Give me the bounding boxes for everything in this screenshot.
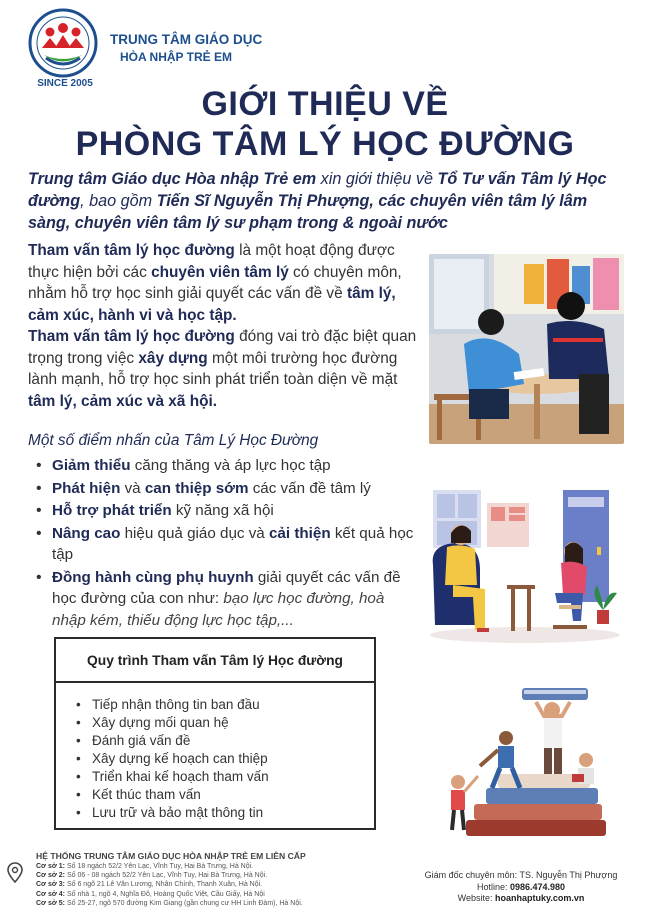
branch-label: Cơ sở 3:: [36, 881, 66, 889]
emphasis-text: tâm lý, cảm xúc và xã hội.: [28, 392, 218, 410]
location-pin-icon: [6, 862, 24, 884]
process-step: • Lưu trữ và bảo mật thông tin: [92, 804, 374, 822]
highlights-list: [52, 455, 420, 632]
emphasis-text: xây dựng: [138, 349, 208, 367]
intro-text: , bao gồm: [80, 192, 157, 210]
list-item: [52, 478, 420, 500]
definition-paragraph: [28, 240, 418, 326]
body-text: đóng vai trò đặc biệt quan trọng trong việc: [28, 328, 417, 367]
body-text: kết quả học tập: [52, 524, 414, 563]
branch-address: Số 25-27, ngõ 570 đường Kim Giang (gần chung cư HH Linh Đàm), Hà Nội.: [65, 899, 303, 907]
logo-name-line2: HÒA NHẬP TRẺ EM: [120, 50, 233, 64]
hotline-number[interactable]: 0986.474.980: [507, 881, 566, 892]
emphasis-text: Giảm thiểu: [52, 457, 131, 474]
director-line: Giám đốc chuyên môn: TS. Nguyễn Thị Phượng: [424, 870, 618, 880]
branch-item: [36, 871, 396, 880]
branch-item: [36, 890, 396, 899]
emphasis-text: Tham vấn tâm lý học đường: [28, 328, 235, 345]
website-link[interactable]: hoanhaptuky.com.vn: [492, 893, 585, 903]
branch-list: [36, 862, 396, 908]
process-step: • Triển khai kế hoạch tham vấn: [92, 768, 374, 786]
process-steps: [56, 683, 374, 822]
emphasis-text: Tham vấn tâm lý học đường: [28, 242, 235, 259]
branch-item: [36, 899, 396, 908]
list-item: [52, 523, 420, 566]
body-text: căng thăng và áp lực học tập: [130, 457, 331, 474]
body-text: có chuyên môn, nhằm hỗ trợ học sinh giải quyết các vấn đề về: [28, 263, 402, 302]
intro-members: Tiến Sĩ Nguyễn Thị Phượng, các chuyên viên tâm lý lâm sàng, chuyên viên tâm lý sư phạm trong & ngoài nước: [28, 192, 588, 232]
body-text: hiệu quả giáo dục và: [120, 524, 269, 542]
title-line2: PHÒNG TÂM LÝ HỌC ĐƯỜNG: [75, 125, 575, 163]
process-box: [54, 637, 376, 830]
process-step: • Tiếp nhận thông tin ban đầu: [92, 696, 374, 714]
intro-team-name: Tổ Tư vấn Tâm lý Học đường: [28, 170, 607, 210]
body-text: kỹ năng xã hội: [171, 502, 274, 519]
branch-address: Số 6 ngõ 21 Lê Văn Lương, Nhân Chính, Thanh Xuân, Hà Nội.: [65, 881, 263, 889]
intro-paragraph: [28, 168, 628, 234]
body-text: là một hoạt động được thực hiện bởi các: [28, 242, 395, 281]
emphasis-text: cải thiện: [268, 524, 331, 542]
list-item: [52, 500, 420, 522]
hotline-line: [410, 882, 632, 894]
footer-heading: HỆ THỐNG TRUNG TÂM GIÁO DỤC HÒA NHẬP TRẺ EM LIÊN CẤP: [36, 851, 306, 861]
branch-item: [36, 880, 396, 889]
body-text: giải quyết các vấn đề học đường của con như:: [52, 568, 401, 607]
page-title: [0, 84, 650, 164]
body-text: và: [120, 479, 145, 497]
process-heading: Quy trình Tham vấn Tâm lý Học đường: [56, 639, 374, 683]
emphasis-text: tâm lý, cảm xúc, hành vi và học tập.: [28, 285, 396, 324]
body-text: các vấn đề tâm lý: [248, 479, 371, 497]
list-item: [52, 567, 420, 632]
process-step: • Xây dựng mối quan hệ: [92, 714, 374, 732]
emphasis-text: Hỗ trợ phát triển: [52, 502, 172, 519]
branch-address: Số 06 - 08 ngách 52/2 Yên Lạc, Vĩnh Tuy, Hai Bà Trưng, Hà Nội.: [65, 872, 268, 880]
website-line: [410, 893, 632, 905]
branch-item: [36, 862, 396, 871]
importance-paragraph: [28, 326, 418, 412]
logo-name-line1: TRUNG TÂM GIÁO DỤC: [110, 32, 263, 47]
emphasis-text: Đồng hành cùng phụ huynh: [52, 568, 254, 586]
emphasis-text: Phát hiện: [52, 479, 121, 497]
title-line1: GIỚI THIỆU VỀ: [201, 85, 449, 123]
emphasis-text: Nâng cao: [52, 524, 121, 542]
logo-since: SINCE 2005: [37, 78, 93, 89]
highlights-heading: Một số điểm nhấn của Tâm Lý Học Đường: [28, 432, 319, 449]
intro-text: xin giới thiệu về: [316, 170, 438, 188]
intro-center-name: Trung tâm Giáo dục Hòa nhập Trẻ em: [28, 170, 317, 188]
branch-address: Số nhà 1, ngõ 4, Nghĩa Đô, Hoàng Quốc Việt, Cầu Giấy, Hà Nội: [65, 890, 265, 898]
emphasis-text: can thiệp sớm: [144, 479, 249, 497]
branch-label: Cơ sở 1:: [36, 863, 66, 870]
counseling-photo: [429, 254, 624, 444]
process-step: • Kết thúc tham vấn: [92, 786, 374, 804]
hotline-label: Hotline:: [476, 881, 508, 892]
process-step: • Xây dựng kế hoạch can thiệp: [92, 750, 374, 768]
branch-address: Số 18 ngách 52/2 Yên Lạc, Vĩnh Tuy, Hai Bà Trưng, Hà Nội.: [65, 863, 254, 870]
contact-block: [410, 870, 632, 905]
website-label: Website:: [457, 893, 493, 903]
examples-text: bạo lực học đường, hoà nhập kém, thiếu động lực học tập,...: [52, 590, 385, 629]
list-item: [52, 455, 420, 477]
center-logo: [28, 8, 278, 90]
emphasis-text: chuyên viên tâm lý: [151, 263, 289, 281]
branch-label: Cơ sở 5:: [36, 899, 66, 907]
body-text: một môi trường học đường lành mạnh, hỗ trợ học sinh phát triển toàn diện về mặt: [28, 349, 398, 388]
process-step: • Đánh giá vấn đề: [92, 732, 374, 750]
branch-label: Cơ sở 4:: [36, 890, 66, 898]
branch-label: Cơ sở 2:: [36, 872, 66, 880]
students-books-illustration: [436, 680, 616, 840]
counseling-illustration: [425, 485, 625, 645]
logo-emblem-icon: [28, 8, 98, 78]
